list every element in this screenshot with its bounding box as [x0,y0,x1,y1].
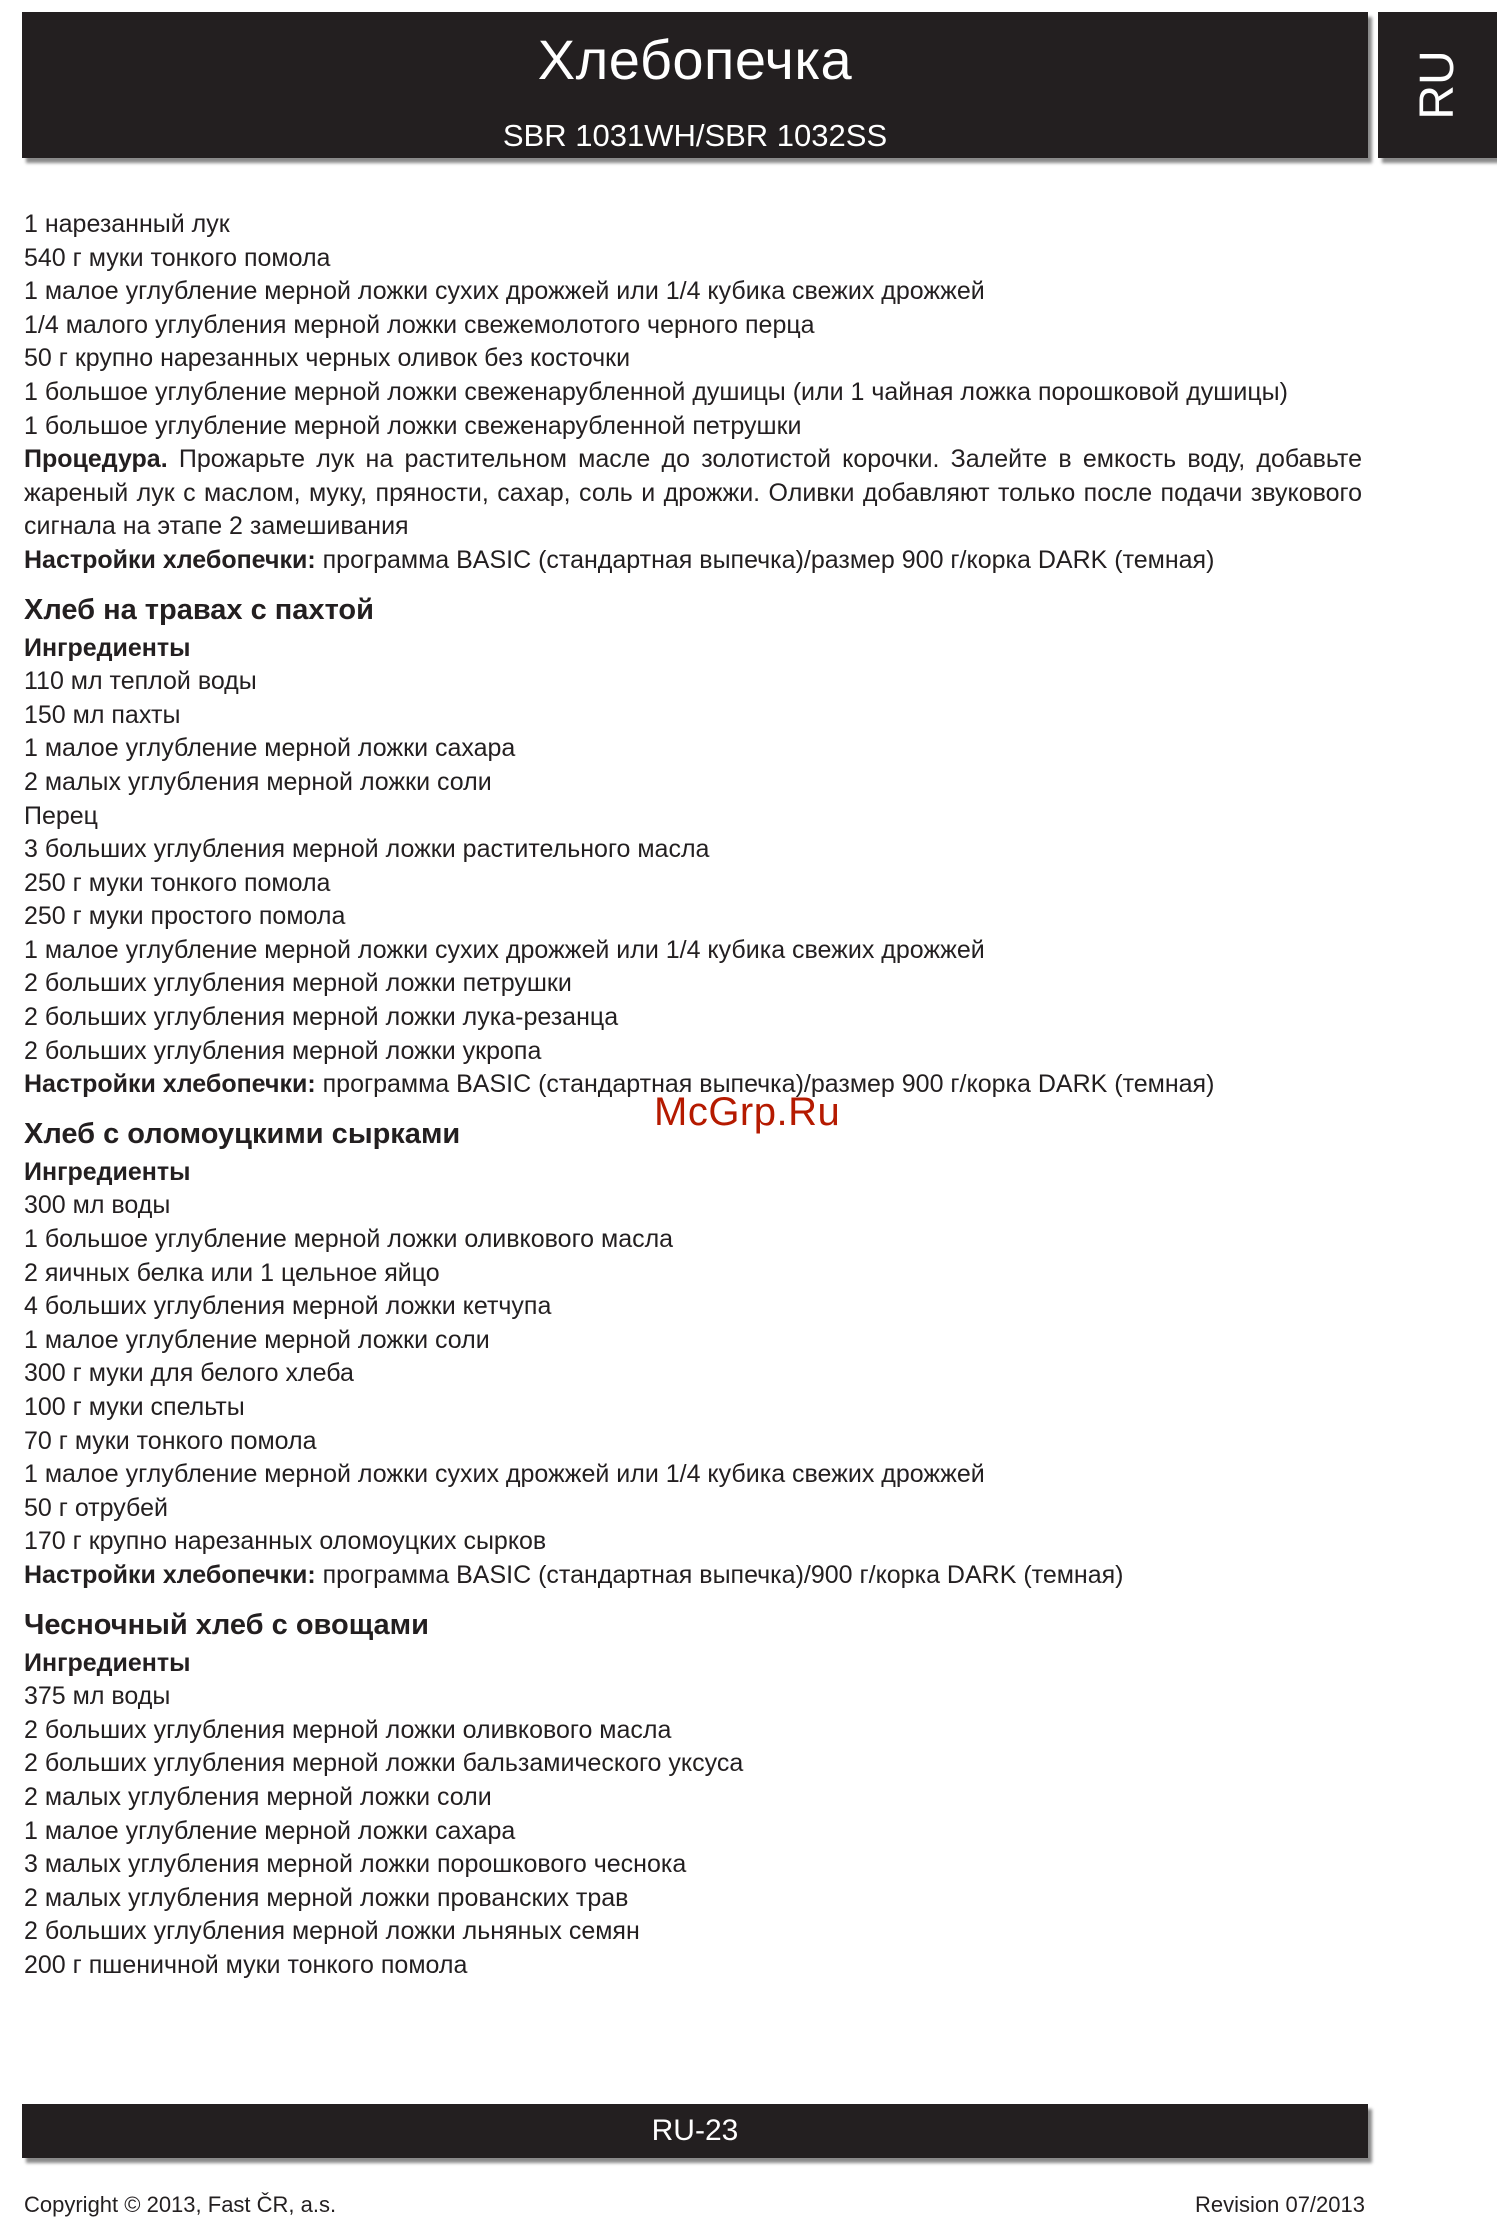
ingredient-line: 110 мл теплой воды [24,667,257,696]
settings-text: программа BASIC (стандартная выпечка)/900 г/корка DARK (темная) [315,1560,1124,1589]
ingredient-line: 200 г пшеничной муки тонкого помола [24,1950,468,1979]
ingredient-line: 1 нарезанный лук [24,210,230,238]
watermark: McGrp.Ru [654,1090,841,1134]
procedure-paragraph [24,443,1362,544]
ingredient-line: 2 больших углубления мерной ложки укропа [24,1036,542,1065]
revision-text: Revision 07/2013 [1194,2192,1365,2217]
model-subtitle: SBR 1031WH/SBR 1032SS [502,118,888,153]
settings-text: программа BASIC (стандартная выпечка)/размер 900 г/корка DARK (темная) [315,545,1215,574]
ingredient-line: 250 г муки тонкого помола [24,868,331,897]
page-number: RU-23 [651,2114,739,2147]
settings-line [24,544,1362,578]
ingredient-line: 1 малое углубление мерной ложки сухих дрожжей или 1/4 кубика свежих дрожжей [24,1460,985,1489]
settings-label: Настройки хлебопечки: [24,545,316,574]
ingredient-line: 1/4 малого углубления мерной ложки свежемолотого черного перца [24,310,815,339]
settings-label: Настройки хлебопечки: [24,1560,316,1589]
recipe-title: Чесночный хлеб с овощами [24,1608,429,1641]
ingredient-line: 170 г крупно нарезанных оломоуцких сырков [24,1527,547,1556]
ingredient-line: 2 малых углубления мерной ложки соли [24,1782,492,1811]
language-tab [1378,12,1497,158]
ingredient-line: 2 больших углубления мерной ложки льняных семян [24,1917,640,1946]
ingredient-line: 1 большое углубление мерной ложки свеженарубленной петрушки [24,411,802,440]
ingredient-line: 2 больших углубления мерной ложки оливкового масла [24,1715,672,1744]
ingredient-line: 300 мл воды [24,1191,171,1220]
page-title: Хлебопечка [537,28,853,91]
settings-line [24,1559,1362,1593]
ingredient-line: 250 г муки простого помола [24,902,346,931]
recipe-title: Хлеб на травах с пахтой [24,593,374,626]
ingredient-line: 1 малое углубление мерной ложки сахара [24,1816,516,1845]
ingredient-line: 150 мл пахты [24,700,181,729]
recipe-title: Хлеб с оломоуцкими сырками [24,1117,461,1150]
ingredient-line: 2 малых углубления мерной ложки прованских трав [24,1883,629,1912]
ingredients-heading: Ингредиенты [24,1648,191,1677]
ingredients-heading: Ингредиенты [24,1157,191,1186]
ingredient-line: 2 малых углубления мерной ложки соли [24,767,492,796]
ingredient-line: 50 г отрубей [24,1493,168,1522]
ingredient-line: 1 большое углубление мерной ложки оливкового масла [24,1225,674,1254]
ingredient-line: 2 больших углубления мерной ложки лука-резанца [24,1003,619,1032]
ingredient-line: 4 больших углубления мерной ложки кетчупа [24,1292,552,1321]
settings-text: программа BASIC (стандартная выпечка)/размер 900 г/корка DARK (темная) [315,1070,1215,1099]
ingredient-line: 100 г муки спельты [24,1393,245,1421]
ingredient-line: 3 больших углубления мерной ложки растительного масла [24,835,710,864]
ingredient-line: 3 малых углубления мерной ложки порошкового чеснока [24,1850,687,1879]
ingredient-line: 70 г муки тонкого помола [24,1426,317,1455]
language-label: RU [1410,50,1464,120]
ingredients-heading: Ингредиенты [24,633,191,662]
ingredient-line: 1 малое углубление мерной ложки сахара [24,734,516,763]
ingredient-line: 2 яичных белка или 1 цельное яйцо [24,1258,440,1287]
ingredient-line: 50 г крупно нарезанных черных оливок без косточки [24,344,631,373]
procedure-text: Прожарьте лук на растительном масле до золотистой корочки. Залейте в емкость воду, добавьте жареный лук с маслом, муку, пряности, сахар, соль и дрожжи. Оливки добавляют только после подачи звукового сигнала на этапе 2 замешивания [24,445,1362,541]
ingredient-line: 2 больших углубления мерной ложки петрушки [24,969,572,998]
ingredient-line: Перец [24,801,98,830]
ingredient-line: 2 больших углубления мерной ложки бальзамического уксуса [24,1749,744,1778]
ingredient-line: 375 мл воды [24,1682,171,1711]
ingredient-line: 1 большое углубление мерной ложки свеженарубленной душицы (или 1 чайная ложка порошковой душицы) [24,377,1288,406]
ingredient-line: 1 малое углубление мерной ложки соли [24,1325,490,1354]
footer-bar [22,2104,1368,2158]
header-bar [22,12,1368,158]
ingredient-line: 1 малое углубление мерной ложки сухих дрожжей или 1/4 кубика свежих дрожжей [24,935,985,964]
ingredient-line: 1 малое углубление мерной ложки сухих дрожжей или 1/4 кубика свежих дрожжей [24,277,985,306]
copyright-text: Copyright © 2013, Fast ČR, a.s. [24,2192,337,2217]
settings-label: Настройки хлебопечки: [24,1070,316,1099]
ingredient-line: 540 г муки тонкого помола [24,243,331,272]
procedure-label: Процедура. [24,445,168,474]
ingredient-line: 300 г муки для белого хлеба [24,1359,354,1388]
